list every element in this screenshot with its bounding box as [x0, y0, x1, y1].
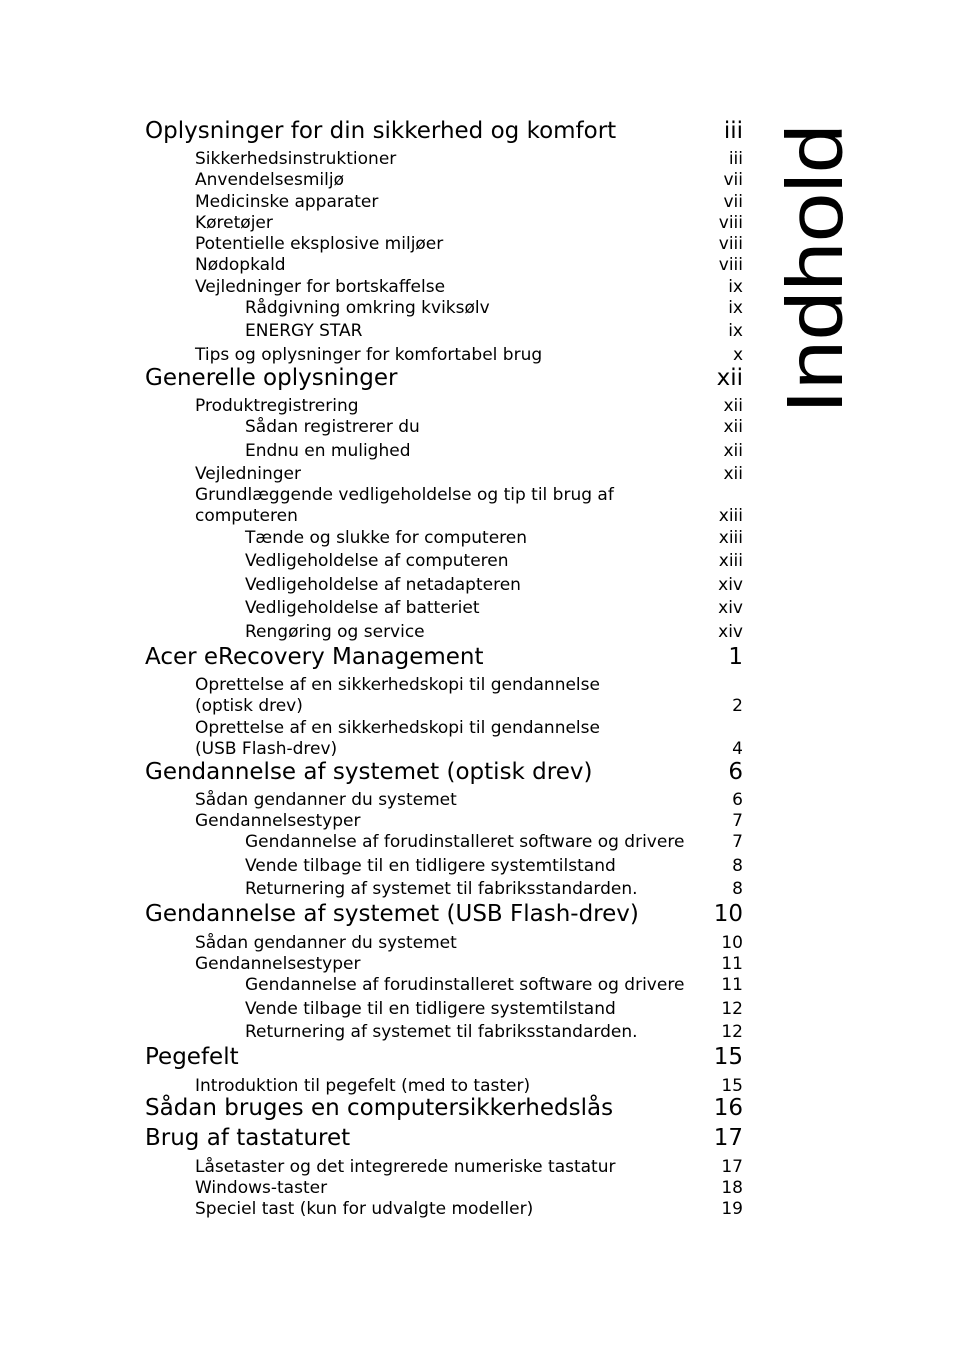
toc-entry-label: Sikkerhedsinstruktioner [195, 149, 397, 169]
toc-page-number: 7 [732, 811, 743, 831]
toc-page-number: xiii [718, 528, 743, 548]
toc-page-number: 17 [721, 1157, 743, 1177]
toc-entry[interactable] [145, 1076, 743, 1097]
toc-page-number: 17 [713, 1125, 743, 1151]
toc-entry[interactable] [145, 277, 743, 298]
toc-page-number: ix [728, 298, 743, 318]
toc-page-number: 18 [721, 1178, 743, 1198]
toc-entry-label: Rengøring og service [245, 622, 425, 642]
toc-entry[interactable] [145, 675, 743, 717]
toc-page-number: 1 [728, 644, 743, 670]
toc-page-number: 6 [728, 759, 743, 785]
toc-entry[interactable] [145, 933, 743, 954]
toc-page-number: xiii [718, 551, 743, 571]
toc-entry[interactable] [145, 321, 743, 342]
toc-page-number: 4 [732, 739, 743, 759]
toc-entry[interactable] [145, 1178, 743, 1199]
toc-entry-label: Gendannelse af forudinstalleret software og drivere [245, 832, 685, 852]
toc-entry-label: Endnu en mulighed [245, 441, 411, 461]
toc-entry[interactable] [145, 551, 743, 572]
toc-entry-label: Oplysninger for din sikkerhed og komfort [145, 118, 617, 144]
toc-page-number: ix [728, 277, 743, 297]
toc-page-number: viii [718, 234, 743, 254]
toc-entry[interactable] [145, 396, 743, 417]
toc-entry[interactable] [145, 811, 743, 832]
toc-entry-label: Køretøjer [195, 213, 273, 233]
toc-page-number: 11 [721, 954, 743, 974]
toc-entry-label: Rådgivning omkring kviksølv [245, 298, 490, 318]
toc-entry-label: Oprettelse af en sikkerhedskopi til gendannelse (optisk drev) [195, 675, 600, 716]
toc-entry-label: Sådan gendanner du systemet [195, 790, 457, 810]
toc-page-number: 2 [732, 696, 743, 716]
toc-entry-label: Gendannelse af systemet (optisk drev) [145, 759, 593, 785]
toc-entry-label: Nødopkald [195, 255, 286, 275]
toc-entry-label: Sådan gendanner du systemet [195, 933, 457, 953]
toc-entry-label: Tænde og slukke for computeren [245, 528, 528, 548]
toc-page-number: xii [723, 464, 743, 484]
toc-entry[interactable] [145, 149, 743, 170]
toc-entry[interactable] [145, 528, 743, 549]
toc-entry[interactable] [145, 790, 743, 811]
toc-entry[interactable] [145, 417, 743, 438]
toc-page-number: 12 [721, 1022, 743, 1042]
toc-entry-label: Gendannelse af systemet (USB Flash-drev) [145, 901, 639, 927]
toc-entry[interactable] [145, 345, 743, 366]
toc-page-number: xiv [718, 622, 743, 642]
toc-chapter[interactable] [145, 759, 743, 786]
toc-entry-label: Gendannelse af forudinstalleret software og drivere [245, 975, 685, 995]
toc-entry[interactable] [145, 234, 743, 255]
toc-entry-label: Låsetaster og det integrerede numeriske tastatur [195, 1157, 616, 1177]
toc-entry-label: Vende tilbage til en tidligere systemtilstand [245, 856, 616, 876]
toc-entry[interactable] [145, 975, 743, 996]
side-title-text: Indhold [770, 151, 859, 414]
toc-entry-label: Tips og oplysninger for komfortabel brug [195, 345, 543, 365]
toc-entry-label: Vedligeholdelse af batteriet [245, 598, 480, 618]
toc-entry[interactable] [145, 999, 743, 1020]
toc-entry-label: Gendannelsestyper [195, 954, 361, 974]
toc-chapter[interactable] [145, 365, 743, 392]
toc-entry-label: Pegefelt [145, 1044, 239, 1070]
toc-entry-label: Vedligeholdelse af netadapteren [245, 575, 521, 595]
toc-page-number: iii [728, 149, 743, 169]
toc-entry[interactable] [145, 879, 743, 900]
toc-chapter[interactable] [145, 118, 743, 145]
toc-page-number: vii [723, 170, 743, 190]
toc-page-number: 8 [732, 856, 743, 876]
toc-entry[interactable] [145, 170, 743, 191]
toc-entry-label: Oprettelse af en sikkerhedskopi til gendannelse (USB Flash-drev) [195, 718, 600, 759]
toc-entry-label: Medicinske apparater [195, 192, 379, 212]
toc-entry-label: Grundlæggende vedligeholdelse og tip til brug af computeren [195, 485, 614, 526]
toc-entry[interactable] [145, 213, 743, 234]
toc-entry-label: Acer eRecovery Management [145, 644, 484, 670]
toc-entry[interactable] [145, 1199, 743, 1220]
toc-entry[interactable] [145, 832, 743, 853]
toc-chapter[interactable] [145, 1044, 743, 1071]
toc-chapter[interactable] [145, 1095, 743, 1122]
toc-entry-label: Vejledninger for bortskaffelse [195, 277, 446, 297]
toc-entry-label: Returnering af systemet til fabriksstandarden. [245, 1022, 638, 1042]
toc-page-number: xii [723, 417, 743, 437]
toc-entry[interactable] [145, 298, 743, 319]
toc-page-number: 19 [721, 1199, 743, 1219]
toc-page-number: viii [718, 255, 743, 275]
toc-entry[interactable] [145, 575, 743, 596]
toc-page-number: 11 [721, 975, 743, 995]
toc-entry-label: Speciel tast (kun for udvalgte modeller) [195, 1199, 534, 1219]
toc-entry-label: Vejledninger [195, 464, 301, 484]
toc-entry-label: Generelle oplysninger [145, 365, 398, 391]
toc-page-number: 15 [713, 1044, 743, 1070]
toc-page-number: 10 [721, 933, 743, 953]
toc-entry-label: ENERGY STAR [245, 321, 363, 341]
toc-entry-label: Sådan bruges en computersikkerhedslås [145, 1095, 614, 1121]
toc-entry[interactable] [145, 1157, 743, 1178]
toc-entry[interactable] [145, 441, 743, 462]
toc-entry[interactable] [145, 255, 743, 276]
toc-entry-label: Potentielle eksplosive miljøer [195, 234, 444, 254]
toc-page-number: xii [716, 365, 743, 391]
toc-entry-label: Vedligeholdelse af computeren [245, 551, 509, 571]
toc-entry-label: Anvendelsesmiljø [195, 170, 344, 190]
toc-entry[interactable] [145, 622, 743, 643]
toc-page-number: xii [723, 396, 743, 416]
toc-page-number: 8 [732, 879, 743, 899]
toc-entry[interactable] [145, 718, 743, 760]
toc-entry[interactable] [145, 485, 743, 527]
toc-entry-label: Windows-taster [195, 1178, 328, 1198]
toc-entry-label: Sådan registrerer du [245, 417, 420, 437]
toc-entry-label: Introduktion til pegefelt (med to taster) [195, 1076, 531, 1096]
toc-entry-label: Vende tilbage til en tidligere systemtilstand [245, 999, 616, 1019]
toc-page-number: 6 [732, 790, 743, 810]
toc-page-number: viii [718, 213, 743, 233]
toc-page-number: 10 [713, 901, 743, 927]
toc-chapter[interactable] [145, 901, 743, 928]
toc-entry[interactable] [145, 954, 743, 975]
toc-entry[interactable] [145, 192, 743, 213]
toc-entry[interactable] [145, 1022, 743, 1043]
toc-entry-label: Brug af tastaturet [145, 1125, 351, 1151]
side-title [770, 120, 859, 420]
toc-entry-label: Returnering af systemet til fabriksstandarden. [245, 879, 638, 899]
toc-entry-label: Produktregistrering [195, 396, 359, 416]
toc-page-number: 16 [713, 1095, 743, 1121]
toc-page-number: ix [728, 321, 743, 341]
toc-page-number: xiii [718, 506, 743, 526]
toc-entry[interactable] [145, 464, 743, 485]
toc-page-number: 15 [721, 1076, 743, 1096]
toc-page-number: iii [723, 118, 743, 144]
toc-entry[interactable] [145, 856, 743, 877]
toc-page-number: xiv [718, 598, 743, 618]
toc-page-number: 7 [732, 832, 743, 852]
toc-entry[interactable] [145, 598, 743, 619]
toc-chapter[interactable] [145, 644, 743, 671]
toc-page-number: vii [723, 192, 743, 212]
toc-page-number: x [732, 345, 743, 365]
toc-page-number: xii [723, 441, 743, 461]
toc-page-number: xiv [718, 575, 743, 595]
toc-page-number: 12 [721, 999, 743, 1019]
toc-entry-label: Gendannelsestyper [195, 811, 361, 831]
toc-chapter[interactable] [145, 1125, 743, 1152]
